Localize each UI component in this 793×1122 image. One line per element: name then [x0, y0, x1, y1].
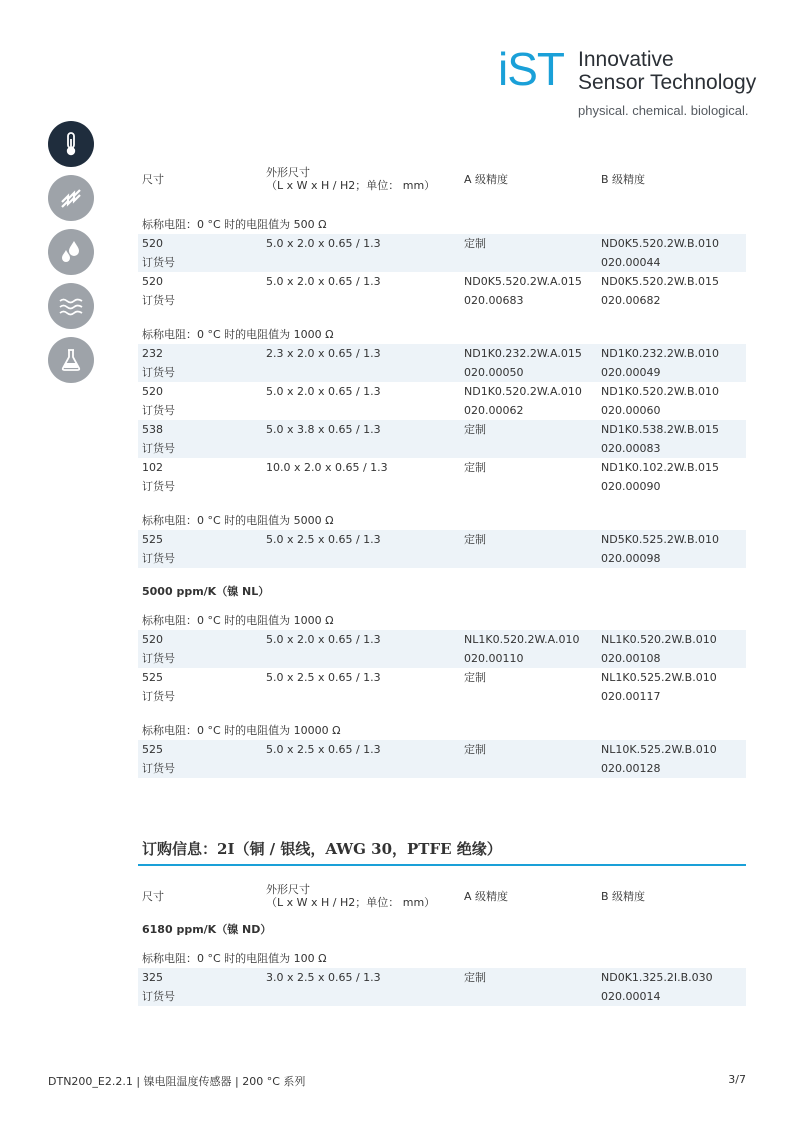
class-b-cell: ND1K0.520.2W.B.010 020.00060: [601, 385, 720, 417]
footer-page-number: 3/7: [728, 1073, 746, 1086]
size-cell: 520 订货号: [142, 237, 175, 269]
nominal-resistance-subtitle: 标称电阻：0 °C 时的电阻值为 500 Ω: [142, 218, 327, 231]
dimension-cell: 5.0 x 2.0 x 0.65 / 1.3: [266, 385, 381, 398]
nominal-resistance-subtitle: 标称电阻：0 °C 时的电阻值为 100 Ω: [142, 952, 327, 965]
nominal-resistance-subtitle: 标称电阻：0 °C 时的电阻值为 1000 Ω: [142, 328, 334, 341]
waves-icon[interactable]: [48, 283, 94, 329]
nominal-resistance-subtitle: 标称电阻：0 °C 时的电阻值为 1000 Ω: [142, 614, 334, 627]
nl-sections: [138, 611, 746, 778]
footer-doc-info: DTN200_E2.2.1 | 镍电阻温度传感器 | 200 °C 系列: [48, 1075, 306, 1088]
class-b-cell: ND0K5.520.2W.B.010 020.00044: [601, 237, 720, 269]
logo-line1: Innovative: [578, 48, 674, 71]
table-row: [138, 234, 746, 272]
logo-tagline: physical. chemical. biological.: [578, 103, 749, 118]
class-b-cell: ND0K5.520.2W.B.015 020.00682: [601, 275, 720, 307]
group-nd: 6180 ppm/K（镍 ND）: [142, 923, 272, 936]
header-class-b: B 级精度: [601, 890, 646, 903]
size-cell: 520 订货号: [142, 633, 175, 665]
class-b-cell: ND1K0.538.2W.B.015 020.00083: [601, 423, 720, 455]
class-b-cell: NL1K0.520.2W.B.010 020.00108: [601, 633, 717, 665]
size-cell: 520 订货号: [142, 275, 175, 307]
dimension-cell: 5.0 x 2.5 x 0.65 / 1.3: [266, 533, 381, 546]
nominal-resistance-subtitle: 标称电阻：0 °C 时的电阻值为 10000 Ω: [142, 724, 341, 737]
class-a-cell: 定制: [464, 423, 486, 436]
class-a-cell: 定制: [464, 971, 486, 984]
category-icons: [48, 121, 94, 391]
dimension-cell: 5.0 x 2.5 x 0.65 / 1.3: [266, 743, 381, 756]
size-cell: 525 订货号: [142, 533, 175, 565]
header-class-a: A 级精度: [464, 173, 509, 186]
dimension-cell: 5.0 x 3.8 x 0.65 / 1.3: [266, 423, 381, 436]
class-a-cell: ND0K5.520.2W.A.015 020.00683: [464, 275, 582, 307]
logo-mark: iST: [498, 43, 564, 95]
class-b-cell: ND1K0.232.2W.B.010 020.00049: [601, 347, 720, 379]
size-cell: 520 订货号: [142, 385, 175, 417]
dimension-cell: 3.0 x 2.5 x 0.65 / 1.3: [266, 971, 381, 984]
class-b-cell: NL10K.525.2W.B.010 020.00128: [601, 743, 717, 775]
flask-icon[interactable]: [48, 337, 94, 383]
dimension-cell: 5.0 x 2.0 x 0.65 / 1.3: [266, 237, 381, 250]
class-b-cell: ND1K0.102.2W.B.015 020.00090: [601, 461, 720, 493]
header-class-a: A 级精度: [464, 890, 509, 903]
class-b-cell: NL1K0.525.2W.B.010 020.00117: [601, 671, 717, 703]
class-a-cell: ND1K0.520.2W.A.010 020.00062: [464, 385, 582, 417]
nominal-resistance-subtitle: 标称电阻：0 °C 时的电阻值为 5000 Ω: [142, 514, 334, 527]
class-a-cell: 定制: [464, 743, 486, 756]
group-nl: 5000 ppm/K（镍 NL）: [142, 585, 270, 598]
table-row: [138, 382, 746, 420]
header-dimensions: 外形尺寸 （L x W x H / H2；单位： mm）: [266, 883, 436, 909]
company-logo: [498, 43, 758, 126]
size-cell: 538 订货号: [142, 423, 175, 455]
class-b-cell: ND0K1.325.2I.B.030 020.00014: [601, 971, 713, 1003]
table-header: [138, 161, 746, 199]
logo-line2: Sensor Technology: [578, 71, 757, 94]
nd-100-sections: [138, 949, 746, 1006]
dimension-cell: 5.0 x 2.0 x 0.65 / 1.3: [266, 633, 381, 646]
section-2i: [138, 838, 746, 1006]
size-cell: 525 订货号: [142, 671, 175, 703]
table-row: [138, 344, 746, 382]
size-cell: 525 订货号: [142, 743, 175, 775]
order-table-2w: [138, 161, 746, 778]
header-dimensions: 外形尺寸 （L x W x H / H2；单位： mm）: [266, 166, 436, 192]
dimension-cell: 5.0 x 2.5 x 0.65 / 1.3: [266, 671, 381, 684]
class-a-cell: 定制: [464, 237, 486, 250]
table-row: [138, 668, 746, 706]
nd-sections: [138, 215, 746, 568]
table-row: [138, 630, 746, 668]
table-row: [138, 740, 746, 778]
header-size: 尺寸: [142, 173, 164, 186]
class-a-cell: NL1K0.520.2W.A.010 020.00110: [464, 633, 580, 665]
class-a-cell: 定制: [464, 533, 486, 546]
class-b-cell: ND5K0.525.2W.B.010 020.00098: [601, 533, 720, 565]
flow-icon[interactable]: [48, 175, 94, 221]
table-row: [138, 420, 746, 458]
thermometer-icon[interactable]: [48, 121, 94, 167]
size-cell: 102 订货号: [142, 461, 175, 493]
table-row: [138, 272, 746, 310]
drops-icon[interactable]: [48, 229, 94, 275]
table-row: [138, 530, 746, 568]
class-a-cell: 定制: [464, 671, 486, 684]
dimension-cell: 10.0 x 2.0 x 0.65 / 1.3: [266, 461, 388, 474]
class-a-cell: ND1K0.232.2W.A.015 020.00050: [464, 347, 582, 379]
size-cell: 325 订货号: [142, 971, 175, 1003]
class-a-cell: 定制: [464, 461, 486, 474]
dimension-cell: 2.3 x 2.0 x 0.65 / 1.3: [266, 347, 381, 360]
table-row: [138, 968, 746, 1006]
size-cell: 232 订货号: [142, 347, 175, 379]
section-title: 订购信息：2I（铜 / 银线，AWG 30，PTFE 绝缘）: [138, 838, 746, 866]
table-header: [138, 878, 746, 916]
table-row: [138, 458, 746, 496]
header-class-b: B 级精度: [601, 173, 646, 186]
header-size: 尺寸: [142, 890, 164, 903]
dimension-cell: 5.0 x 2.0 x 0.65 / 1.3: [266, 275, 381, 288]
